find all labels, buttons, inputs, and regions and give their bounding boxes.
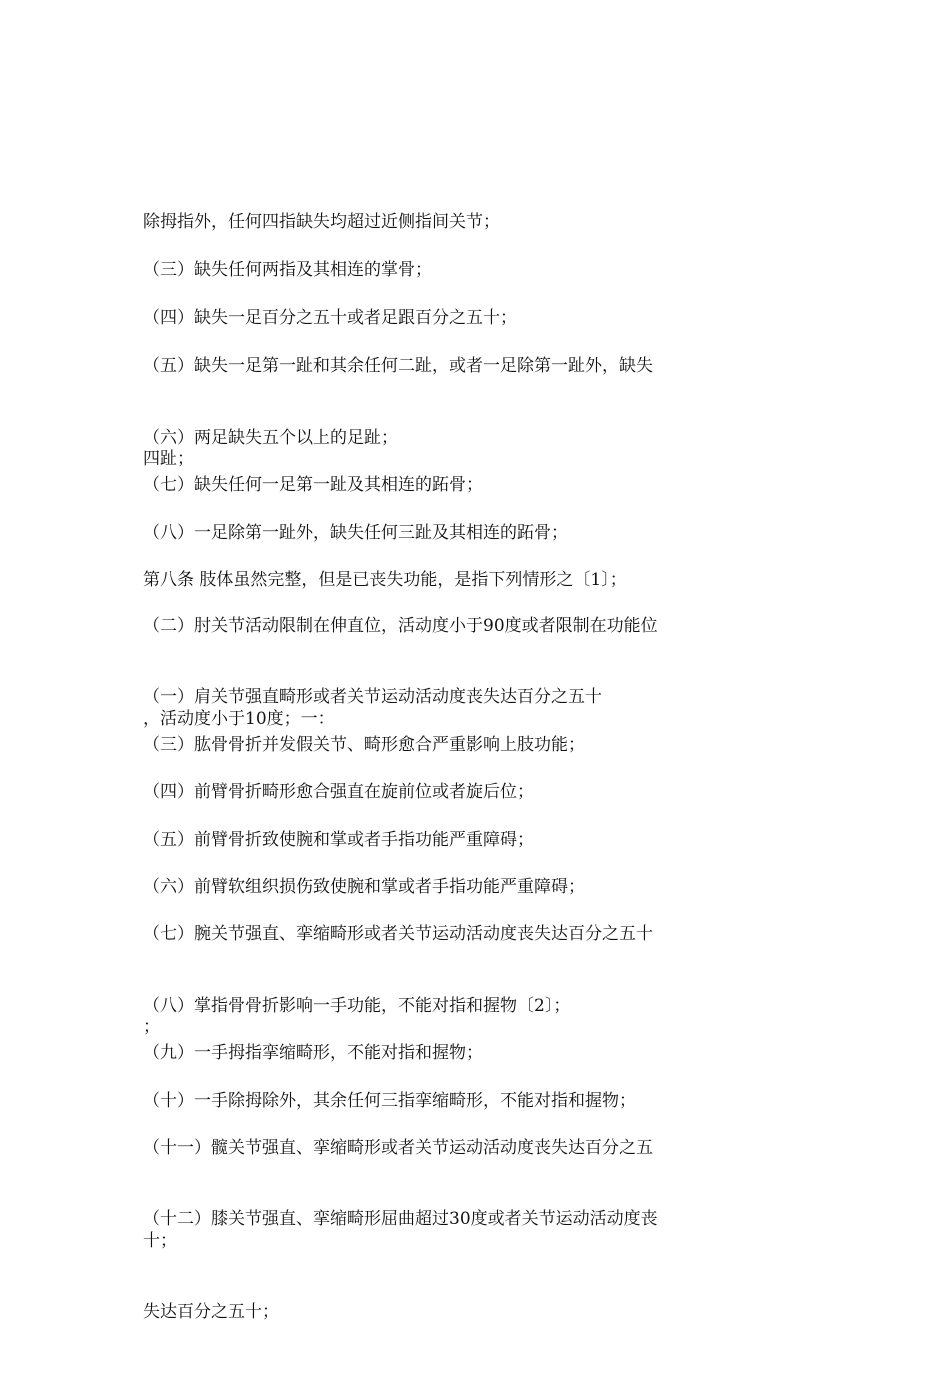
text-line: （十二）膝关节强直、挛缩畸形屈曲超过30度或者关节运动活动度丧 (143, 1209, 658, 1229)
text-line: （五）缺失一足第一趾和其余任何二趾，或者一足除第一趾外，缺失 (143, 356, 653, 376)
text-line: 四趾； (143, 449, 194, 469)
text-line: （六）两足缺失五个以上的足趾； (143, 428, 398, 448)
text-line: （四）缺失一足百分之五十或者足跟百分之五十； (143, 308, 517, 328)
text-line: （九）一手拇指挛缩畸形，不能对指和握物； (143, 1043, 483, 1063)
text-line: （三）肱骨骨折并发假关节、畸形愈合严重影响上肢功能； (143, 735, 585, 755)
text-line: （七）缺失任何一足第一趾及其相连的跖骨； (143, 475, 483, 495)
text-line: 失达百分之五十； (143, 1302, 279, 1322)
text-line: （十）一手除拇除外，其余任何三指挛缩畸形，不能对指和握物； (143, 1091, 636, 1111)
text-line: （五）前臂骨折致使腕和掌或者手指功能严重障碍； (143, 830, 534, 850)
text-line: （八）一足除第一趾外，缺失任何三趾及其相连的跖骨； (143, 523, 568, 543)
text-line: （一）肩关节强直畸形或者关节运动活动度丧失达百分之五十 (143, 687, 602, 707)
paragraph (143, 1142, 763, 1390)
text-line: （十一）髋关节强直、挛缩畸形或者关节运动活动度丧失达百分之五 (143, 1138, 653, 1158)
text-line: （六）前臂软组织损伤致使腕和掌或者手指功能严重障碍； (143, 877, 585, 897)
text-line: （二）肘关节活动限制在伸直位，活动度小于90度或者限制在功能位 (143, 616, 658, 636)
text-line: 十； (143, 1231, 177, 1251)
text-line: （八）掌指骨骨折影响一手功能，不能对指和握物〔2〕； (143, 996, 571, 1016)
text-line: （三）缺失任何两指及其相连的掌骨； (143, 260, 432, 280)
text-line: ，活动度小于10度；一： (143, 709, 335, 729)
text-line: ； (143, 1017, 160, 1037)
text-line: 第八条 肢体虽然完整，但是已丧失功能，是指下列情形之〔1〕； (143, 570, 627, 590)
text-line: 除拇指外，任何四指缺失均超过近侧指间关节； (143, 212, 500, 232)
text-line: （四）前臂骨折畸形愈合强直在旋前位或者旋后位； (143, 782, 534, 802)
text-line: （七）腕关节强直、挛缩畸形或者关节运动活动度丧失达百分之五十 (143, 924, 653, 944)
